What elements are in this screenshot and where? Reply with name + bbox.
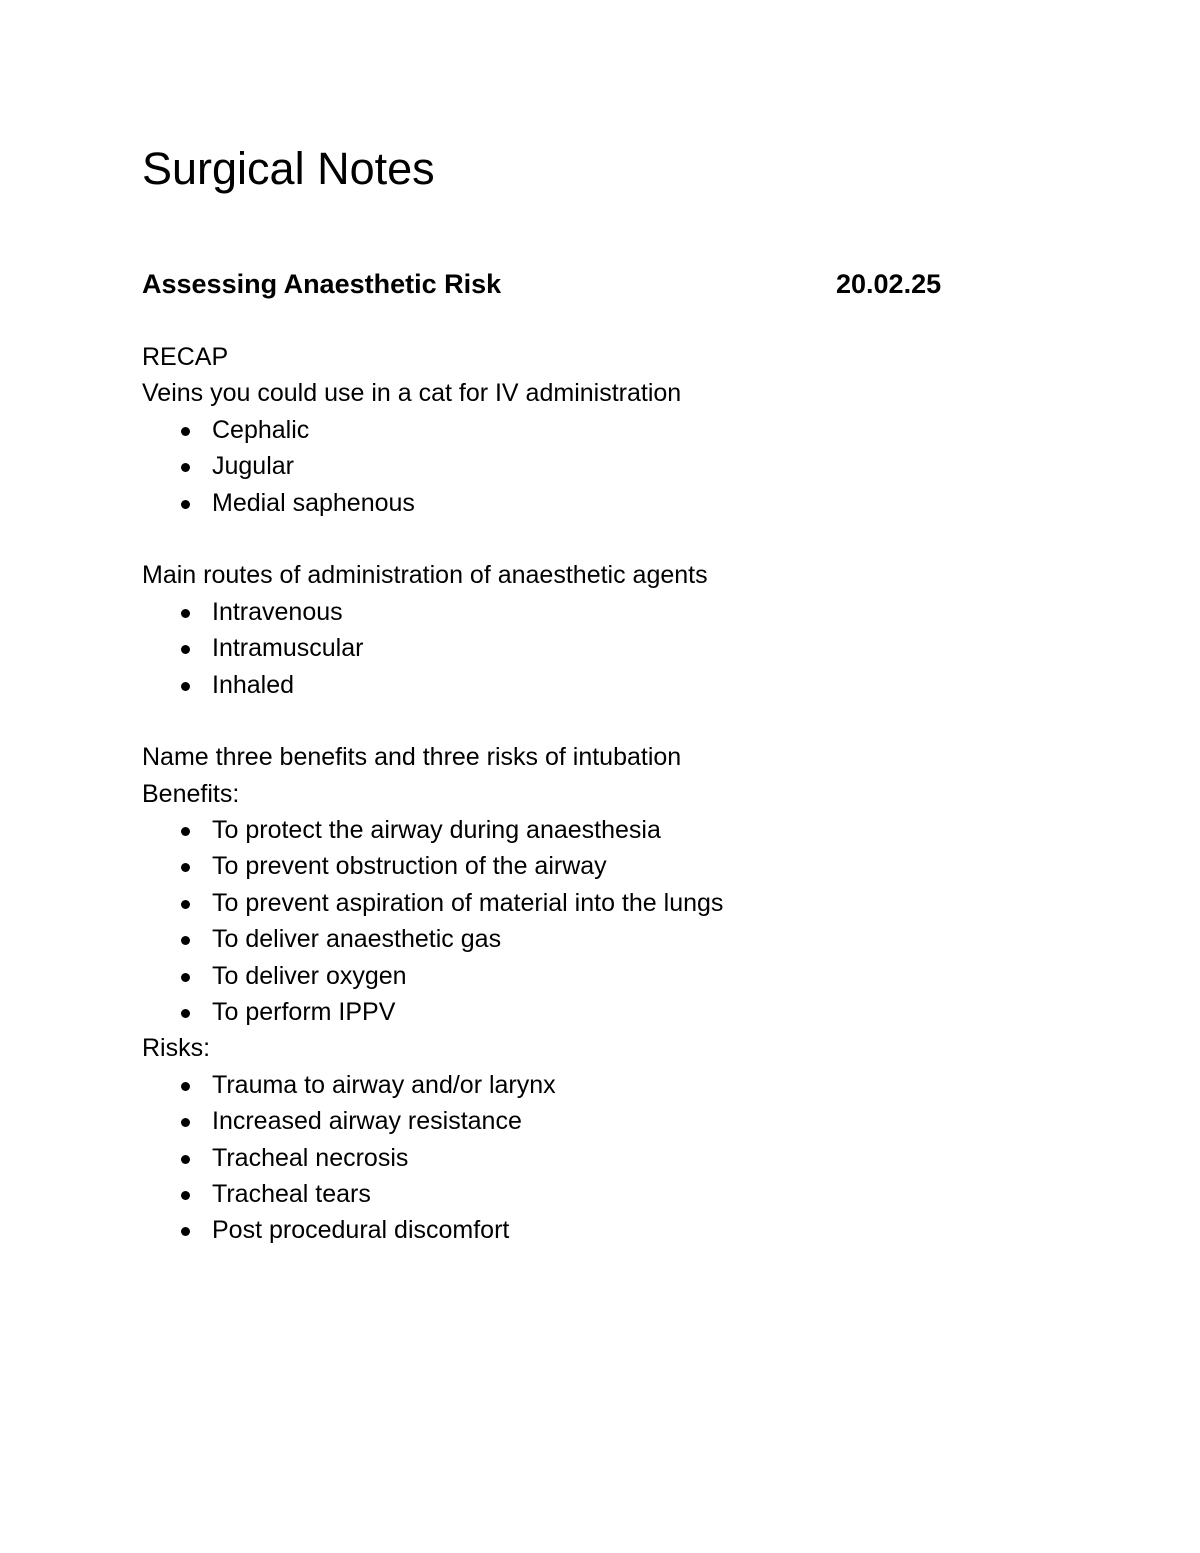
bullet-icon bbox=[181, 936, 190, 945]
bullet-icon bbox=[181, 645, 190, 654]
benefits-list bbox=[142, 812, 1042, 1030]
list-item: To deliver anaesthetic gas bbox=[142, 921, 1042, 957]
bullet-icon bbox=[181, 863, 190, 872]
intubation-question: Name three benefits and three risks of intubation bbox=[142, 743, 682, 772]
list-item: Cephalic bbox=[142, 412, 1042, 448]
list-item: Increased airway resistance bbox=[142, 1103, 1042, 1139]
benefits-label: Benefits: bbox=[142, 779, 240, 808]
risks-list bbox=[142, 1067, 1042, 1249]
bullet-icon bbox=[181, 900, 190, 909]
bullet-icon bbox=[181, 1118, 190, 1127]
list-item: To deliver oxygen bbox=[142, 958, 1042, 994]
bullet-icon bbox=[181, 609, 190, 618]
bullet-icon bbox=[181, 1227, 190, 1236]
list-item: Tracheal necrosis bbox=[142, 1140, 1042, 1176]
bullet-icon bbox=[181, 1082, 190, 1091]
list-item: Intramuscular bbox=[142, 630, 1042, 666]
bullet-icon bbox=[181, 463, 190, 472]
list-item: To protect the airway during anaesthesia bbox=[142, 812, 1042, 848]
bullet-icon bbox=[181, 827, 190, 836]
note-date: 20.02.25 bbox=[836, 269, 942, 299]
notes-body bbox=[142, 339, 1042, 1249]
list-item: Tracheal tears bbox=[142, 1176, 1042, 1212]
routes-question: Main routes of administration of anaesthetic agents bbox=[142, 561, 708, 590]
list-item: Jugular bbox=[142, 448, 1042, 484]
list-item: To prevent aspiration of material into the lungs bbox=[142, 885, 1042, 921]
bullet-icon bbox=[181, 1155, 190, 1164]
routes-list bbox=[142, 594, 1042, 703]
bullet-icon bbox=[181, 1009, 190, 1018]
bullet-icon bbox=[181, 973, 190, 982]
bullet-icon bbox=[181, 1191, 190, 1200]
list-item: To prevent obstruction of the airway bbox=[142, 848, 1042, 884]
recap-label: RECAP bbox=[142, 343, 229, 371]
section-heading: Assessing Anaesthetic Risk bbox=[142, 269, 502, 299]
bullet-icon bbox=[181, 682, 190, 691]
list-item: To perform IPPV bbox=[142, 994, 1042, 1030]
list-item: Medial saphenous bbox=[142, 485, 1042, 521]
spacer bbox=[142, 703, 1042, 739]
veins-list bbox=[142, 412, 1042, 521]
bullet-icon bbox=[181, 500, 190, 509]
section-heading-row bbox=[142, 266, 950, 302]
bullet-icon bbox=[181, 427, 190, 436]
list-item: Trauma to airway and/or larynx bbox=[142, 1067, 1042, 1103]
page-title: Surgical Notes bbox=[142, 143, 435, 194]
risks-label: Risks: bbox=[142, 1034, 211, 1063]
list-item: Intravenous bbox=[142, 594, 1042, 630]
list-item: Inhaled bbox=[142, 667, 1042, 703]
veins-question: Veins you could use in a cat for IV administration bbox=[142, 379, 682, 408]
list-item: Post procedural discomfort bbox=[142, 1212, 1042, 1248]
spacer bbox=[142, 521, 1042, 557]
